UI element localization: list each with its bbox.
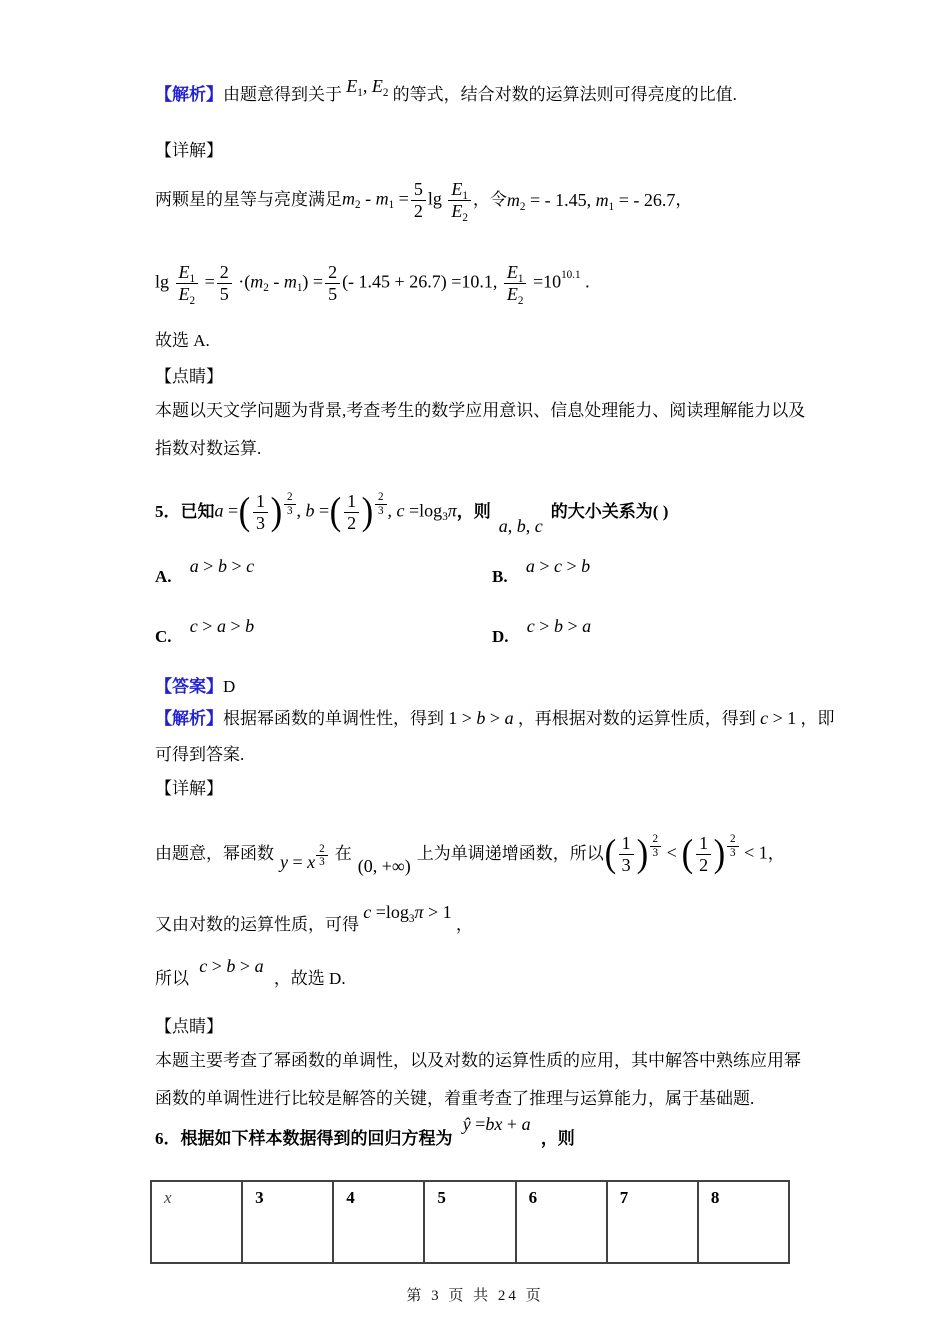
q6-number: 6． [155, 1129, 181, 1148]
q4-choose-text: 故选 A. [155, 331, 210, 350]
q5-analysis-post: ，即 [800, 709, 835, 728]
q5-detail1-mid1: 在 [334, 843, 352, 863]
page-footer: 第 3 页 共 24 页 [406, 1288, 544, 1304]
q4-choose-line [155, 330, 210, 353]
formula-power-function: y = x $\frac{2}{3}$ [280, 850, 329, 878]
q5-option-c [155, 616, 492, 649]
q5-detail1-pre: 由题意，幂函数 [155, 843, 274, 863]
q5-detail1-mid2: 上为单调递增函数，所以 [416, 843, 604, 863]
q5-analysis-text-2: 可得到答案. [155, 745, 245, 764]
q5-detail2-post: ， [455, 915, 473, 934]
table-row [151, 1181, 789, 1263]
formula-q5-stem: a =( $\frac{1}{3}$ ) $\frac{2}{3}$ , b =( $\frac{1}{2}$ ) $\frac{2}{3}$ , c =log3π [214, 490, 457, 533]
q4-line1-pre: 两颗星的星等与亮度满足 [155, 189, 342, 209]
q5-tip-text-2: 函数的单调性进行比较是解答的关键，着重考查了推理与运算能力，属于基础题. [155, 1089, 755, 1108]
q4-tip-text-2: 指数对数运算. [155, 439, 262, 458]
formula-e1e2: E1, E2 [346, 76, 389, 100]
table-cell-1: 3 [242, 1181, 333, 1263]
q6-stem-post: ，则 [540, 1129, 575, 1148]
tip-label: 【点睛】 [155, 367, 223, 386]
q4-line1-mid: ，令 [472, 189, 507, 209]
q5-analysis-line-2 [155, 744, 244, 767]
q5-detail-line-2 [155, 902, 473, 937]
q6-stem-line [155, 1114, 575, 1151]
q4-equation-line-2 [155, 243, 590, 323]
q5-tip-line-2 [155, 1088, 754, 1111]
q6-sample-data-table [150, 1180, 790, 1264]
q4-line1-post: ， [675, 189, 693, 209]
q5-detail1-post: ， [767, 843, 785, 863]
formula-compare: ( $\frac{1}{3}$ ) $\frac{2}{3}$ < ( $\frac{1}{2}$ ) $\frac{2}{3}$ < 1 [604, 832, 768, 875]
q5-option-d-formula: c > b > a [526, 616, 592, 636]
q5-tip-label-line [155, 1016, 223, 1039]
tip-label-2: 【点睛】 [155, 1017, 223, 1036]
q5-analysis-pre: 根据幂函数的单调性性，得到 [223, 709, 444, 728]
table-cell-3: 5 [424, 1181, 515, 1263]
q5-analysis-mid: ，再根据对数的运算性质，得到 [517, 709, 756, 728]
q4-analysis-line [155, 76, 737, 107]
formula-magnitude: m2 - m1 = $\frac{5}{2}$ lg $\frac{E1}{E2}$ [342, 179, 473, 221]
q4-analysis-pre: 由题意得到关于 [223, 85, 342, 104]
formula-interval: (0, +∞) [357, 855, 411, 876]
formula-m-values: m2 = - 1.45, m1 = - 26.7 [506, 189, 676, 214]
formula-lg-ratio: lg $\frac{E1}{E2}$ = $\frac{2}{5}$ ·(m2 - m1) = $\frac{2}{5}$ (- 1.45 + 26.7) =10.1, $\frac{E1}{E2}$ =1010.1 . [155, 261, 590, 307]
q5-answer-line [155, 676, 235, 699]
q5-option-b-formula: a > c > b [525, 556, 591, 576]
q5-stem-post: 的大小关系为( ) [550, 501, 669, 521]
q5-number: 5． [155, 501, 181, 521]
table-cell-6: 8 [698, 1181, 789, 1263]
q5-stem-mid: ，则 [456, 501, 491, 521]
q5-option-a-label: A. [155, 567, 172, 586]
q5-option-b [492, 556, 829, 589]
q5-stem-line [155, 476, 668, 548]
q4-detail-label-line [155, 140, 223, 163]
q5-analysis-line-1 [155, 706, 834, 731]
formula-1ba: 1 > b > a [448, 708, 514, 728]
q5-detail2-pre: 又由对数的运算性质，可得 [155, 915, 359, 934]
q5-detail-line-3 [155, 956, 346, 991]
formula-cba: c > b > a [199, 956, 264, 976]
q5-detail-line-1 [155, 818, 785, 890]
q6-stem-pre: 根据如下样本数据得到的回归方程为 [180, 1129, 453, 1148]
q5-option-b-label: B. [492, 567, 508, 586]
q5-option-a-formula: a > b > c [189, 556, 255, 576]
q5-option-c-label: C. [155, 627, 172, 646]
q5-detail-label-line [155, 778, 223, 801]
formula-abc: a, b, c [498, 515, 543, 536]
q5-tip-text-1: 本题主要考查了幂函数的单调性，以及对数的运算性质的应用，其中解答中熟练应用幂 [155, 1051, 801, 1070]
q5-option-d-label: D. [492, 627, 509, 646]
q5-options-row-1 [155, 556, 829, 589]
q4-tip-line-1 [155, 400, 805, 423]
q5-option-c-formula: c > a > b [189, 616, 255, 636]
q5-answer-value: D [223, 677, 236, 696]
table-cell-2: 4 [333, 1181, 424, 1263]
detail-label: 【详解】 [155, 141, 223, 160]
q5-detail3-pre: 所以 [155, 969, 189, 988]
detail-label-2: 【详解】 [155, 779, 223, 798]
q5-option-d [492, 616, 829, 649]
answer-label: 【答案】 [155, 677, 223, 696]
q4-analysis-post: 的等式，结合对数的运算法则可得亮度的比值. [392, 85, 737, 104]
formula-c-log: c =log3π > 1 [363, 902, 452, 926]
q5-tip-line-1 [155, 1050, 801, 1073]
q4-tip-text-1: 本题以天文学问题为背景,考查考生的数学应用意识、信息处理能力、阅读理解能力以及 [155, 401, 806, 420]
analysis-label-2: 【解析】 [155, 709, 223, 728]
q5-options-row-2 [155, 616, 829, 649]
q5-stem-pre: 已知 [180, 501, 215, 521]
table-cell-5: 7 [607, 1181, 698, 1263]
q4-tip-label-line [155, 366, 223, 389]
formula-regression: ŷ =bx + a [462, 1114, 531, 1134]
q5-option-a [155, 556, 492, 589]
formula-c-gt-1: c > 1 [760, 708, 797, 728]
q4-equation-line-1 [155, 168, 692, 232]
q5-detail3-post: ，故选 D. [273, 969, 346, 988]
table-cell-x: x [151, 1181, 242, 1263]
q4-tip-line-2 [155, 438, 261, 461]
analysis-label: 【解析】 [155, 85, 223, 104]
table-cell-4: 6 [516, 1181, 607, 1263]
